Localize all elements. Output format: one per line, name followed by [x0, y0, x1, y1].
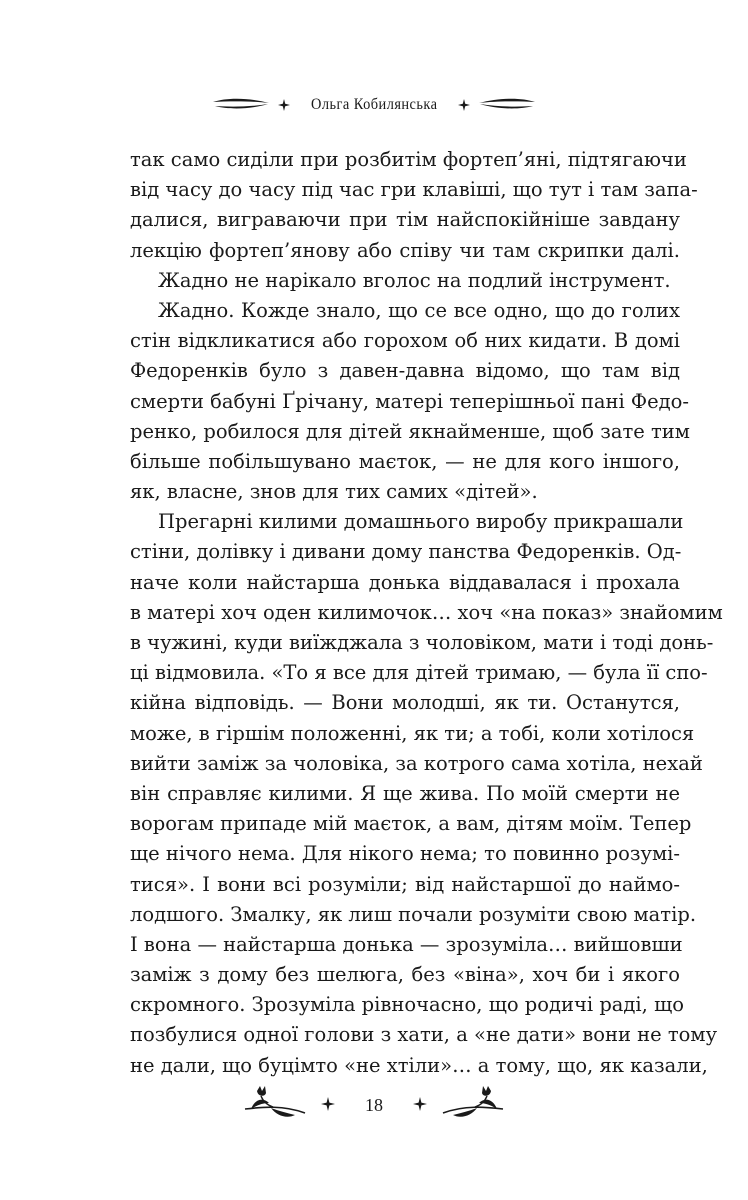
text-line: як, власне, знов для тих самих «дітей». [130, 480, 538, 504]
author-name: Ольга Кобилянська [310, 96, 438, 113]
leaf-ornament-icon [212, 96, 270, 115]
text-line: може, в гіршім положенні, як ти; а тобі, коли хотілося [130, 721, 695, 745]
text-line: лекцію фортеп’янову або співу чи там скрипки далі. [130, 238, 680, 262]
running-header [0, 90, 748, 120]
text-line: скромного. Зрозуміла рівночасно, що родичі раді, що [130, 993, 684, 1017]
floral-sprig-icon [441, 1083, 505, 1127]
text-line: ці відмовила. «То я все для дітей тримаю, — була її спо- [130, 661, 708, 685]
text-line: позбулися одної голови з хати, а «не дати» вони не тому [130, 1023, 718, 1047]
text-line: стін відкликатися або горохом об них кидати. В домі [130, 329, 680, 353]
text-line: ворогам припаде мій маєток, а вам, дітям моїм. Тепер [130, 812, 692, 836]
text-line: ще нічого нема. Для нікого нема; то повинно розумі- [130, 842, 680, 866]
four-point-star-icon [413, 1096, 427, 1115]
text-line: не дали, що буцімто «не хтіли»… а тому, що, як казали, [130, 1053, 708, 1077]
text-line: стіни, долівку і дивани дому панства Федоренків. Од- [130, 540, 682, 564]
text-line: він справляє килими. Я ще жива. По моїй смерти не [130, 781, 680, 805]
text-line: І вона — найстарша донька — зрозуміла… вийшовши [130, 932, 683, 956]
four-point-star-icon [458, 96, 470, 115]
page-number: 18 [365, 1094, 383, 1115]
four-point-star-icon [321, 1096, 335, 1115]
text-line: Прегарні килими домашнього виробу прикрашали [158, 510, 684, 534]
text-line: від часу до часу під час гри клавіші, що тут і там запа- [130, 178, 698, 202]
text-line: вийти заміж за чоловіка, за котрого сама хотіла, нехай [130, 751, 703, 775]
text-line: в чужині, куди виїжджала з чоловіком, мати і тоді донь- [130, 631, 714, 654]
floral-sprig-icon [243, 1083, 307, 1127]
text-line: тися». І вони всі розуміли; від найстаршої до наймо- [130, 872, 680, 896]
text-line: заміж з дому без шелюга, без «віна», хоч би і якого [130, 963, 680, 987]
four-point-star-icon [278, 96, 290, 115]
leaf-ornament-icon [478, 96, 536, 115]
text-line: лодшого. Змалку, як лиш почали розуміти свою матір. [130, 902, 697, 926]
text-line: далися, виграваючи при тім найспокійніше завдану [130, 208, 680, 232]
text-line: кійна відповідь. — Вони молодші, як ти. Останутся, [130, 691, 680, 715]
text-line: більше побільшувано маєток, — не для кого іншого, [130, 449, 680, 473]
body-text [130, 145, 723, 1081]
text-line: Жадно не нарікало вголос на подлий інструмент. [158, 268, 671, 292]
text-line: наче коли найстарша донька віддавалася і прохала [130, 570, 680, 594]
text-line: так само сиділи при розбитім фортеп’яні, підтягаючи [130, 148, 687, 171]
text-line: ренко, робилося для дітей якнайменше, щоб зате тим [130, 419, 690, 443]
text-line: Федоренків було з давен-давна відомо, що там від [130, 359, 680, 383]
page-footer [0, 1075, 748, 1135]
text-line: в матері хоч оден килимочок… хоч «на показ» знайомим [130, 600, 723, 624]
text-line: Жадно. Кожде знало, що се все одно, що до голих [158, 298, 680, 322]
text-line: смерти бабуні Ґрічану, матері теперішньої пані Федо- [130, 389, 689, 413]
